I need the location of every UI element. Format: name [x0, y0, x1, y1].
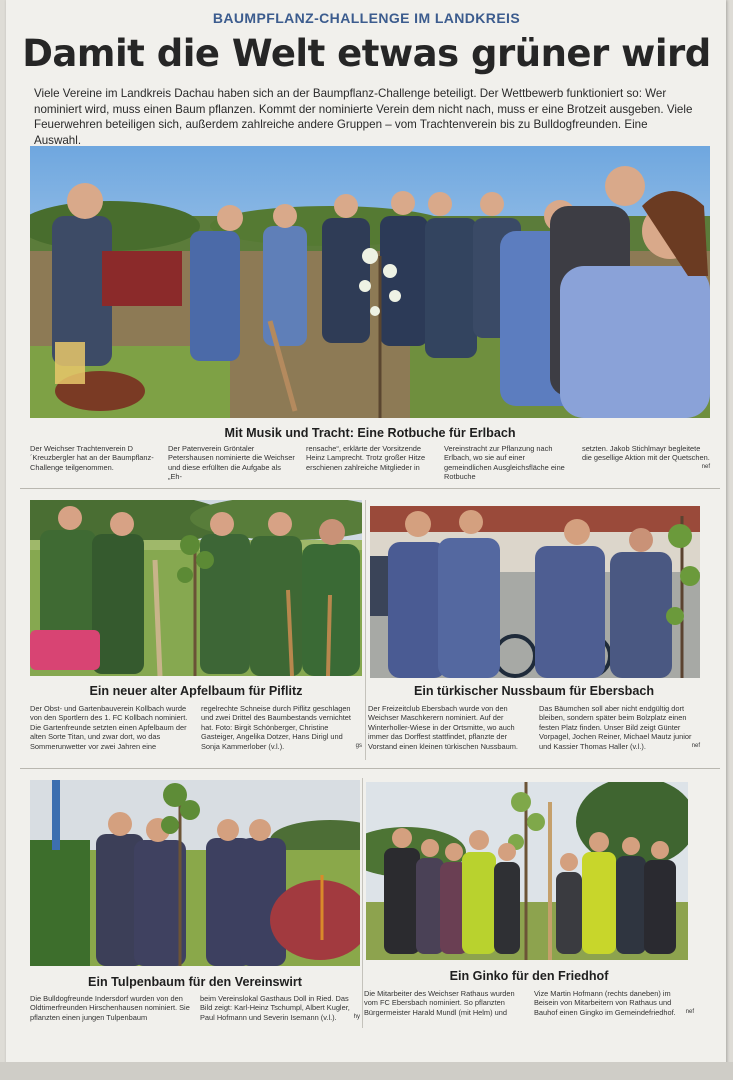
story-caption-friedhof [364, 989, 694, 1017]
caption-column: Der Weichser Trachtenverein D´Kreuzbergler hat an der Baumpflanz-Challenge teilgenommen. [30, 444, 154, 472]
story-caption-vereinswirt [30, 994, 360, 1022]
caption-column: Vereinstracht zur Pflanzung nach Erlbach, wo sie auf einer gemeindlichen Ausgleichsfläche eine Rotbuche [444, 444, 565, 482]
caption-text: regelrechte Schneise durch Piflitz geschlagen und zwei Drittel des Baumbestands vernichtet hat. Foto: Birgit Schönberger, Christine Gasteiger, Angelika Dotzer, Hans Dirigl und Sonja Kammerlober (v.l.). [201, 704, 351, 751]
photo-tulpenbaum [30, 780, 360, 966]
binder-edge [0, 1062, 733, 1080]
caption-column: rensache“, erklärte der Vorsitzende Heinz Lamprecht. Trotz großer Hitze erschienen zahlreiche Mitglieder in [306, 444, 426, 472]
photo-ginko [366, 782, 688, 960]
story-title-friedhof: Ein Ginko für den Friedhof [449, 969, 609, 983]
caption-column: Der Freizeitclub Ebersbach wurde von den Weichser Maschkerern nominiert. Auf der Winterholler-Wiese in der Ortsmitte, wo auch immer das Dorffest stattfindet, pflanzte der Vorstand einen kleinen türkischen Nussbaum. [368, 704, 518, 751]
section-divider [20, 768, 720, 769]
photo-nussbaum [370, 506, 700, 678]
caption-text: setzten. Jakob Stichlmayr begleitete die gesellige Aktion mit der Quetschen. [582, 444, 710, 463]
story-title-piflitz: Ein neuer alter Apfelbaum für Piflitz [89, 684, 303, 698]
author-signature: gs [355, 742, 362, 749]
story-caption-erlbach [30, 444, 710, 482]
article-lead: Viele Vereine im Landkreis Dachau haben sich an der Baumpflanz-Challenge beteiligt. Der Wettbewerb funktioniert so: Wer nominiert wird, muss einen Baum pflanzen. Kommt der nominierte Verein dem nicht nach, muss er eine Brotzeit ausgeben. Viele Feuerwehren beteiligen sich, außerdem zahlreiche andere Gruppen – vom Trachtenverein bis zu Bulldogfreunden. Eine Auswahl. [34, 87, 693, 147]
column-divider [365, 500, 366, 760]
story-caption-ebersbach [368, 704, 700, 751]
article-kicker: BAUMPFLANZ-CHALLENGE IM LANDKREIS [212, 10, 521, 26]
article-headline: Damit die Welt etwas grüner wird [22, 32, 711, 75]
caption-text: beim Vereinslokal Gasthaus Doll in Ried. Das Bild zeigt: Karl-Heinz Tschumpl, Albert Kugler, Paul Hofmann und Severin Isemann (v.l.). [200, 994, 350, 1022]
story-title-vereinswirt: Ein Tulpenbaum für den Vereinswirt [88, 975, 302, 989]
story-title-erlbach: Mit Musik und Tracht: Eine Rotbuche für Erlbach [224, 426, 516, 440]
column-divider [362, 778, 363, 1028]
caption-column [200, 994, 360, 1022]
photo-trachtenverein [30, 146, 710, 418]
caption-column: Der Patenverein Gröntaler Petershausen nominierte die Weichser und diese erfüllten die Aufgabe als „Eh- [168, 444, 295, 482]
caption-column [534, 989, 694, 1017]
caption-column [582, 444, 710, 482]
photo-apfelbaum [30, 500, 362, 676]
section-divider [20, 488, 720, 489]
caption-text: Das Bäumchen soll aber nicht endgültig dort bleiben, sondern später beim Bolzplatz einen festen Platz finden. Unser Bild zeigt Günter Vorpagel, Jochen Reiner, Michael Mautz junior und Kassier Thomas Haller (v.l.). [539, 704, 692, 751]
author-signature: nef [685, 1008, 694, 1015]
caption-column: Die Mitarbeiter des Weichser Rathaus wurden vom FC Ebersbach nominiert. So pflanzten Bürgermeister Harald Mundl (mit Helm) und [364, 989, 515, 1017]
story-title-ebersbach: Ein türkischer Nussbaum für Ebersbach [413, 684, 655, 698]
caption-text: Vize Martin Hofmann (rechts daneben) im Beisein von Mitarbeitern von Rathaus und Bauhof einen Gingko im Gemeindefriedhof. [534, 989, 676, 1017]
story-caption-piflitz [30, 704, 362, 751]
caption-column [539, 704, 700, 751]
caption-column: Der Obst- und Gartenbauverein Kollbach wurde von den Sportlern des 1. FC Kollbach nominiert. Die Gartenfreunde setzten einen Apfelbaum der alten Sorte Titan, und zwar dort, wo das Sommerunwetter vor zwei Jahren eine [30, 704, 188, 751]
caption-column: Die Bulldogfreunde Indersdorf wurden von den Oldtimerfreunden Hirschenhausen nominiert. Sie pflanzten einen jungen Tulpenbaum [30, 994, 190, 1022]
author-signature: nef [691, 742, 700, 749]
author-signature: hy [353, 1013, 360, 1020]
author-signature: nef [701, 463, 710, 470]
caption-column [201, 704, 362, 751]
